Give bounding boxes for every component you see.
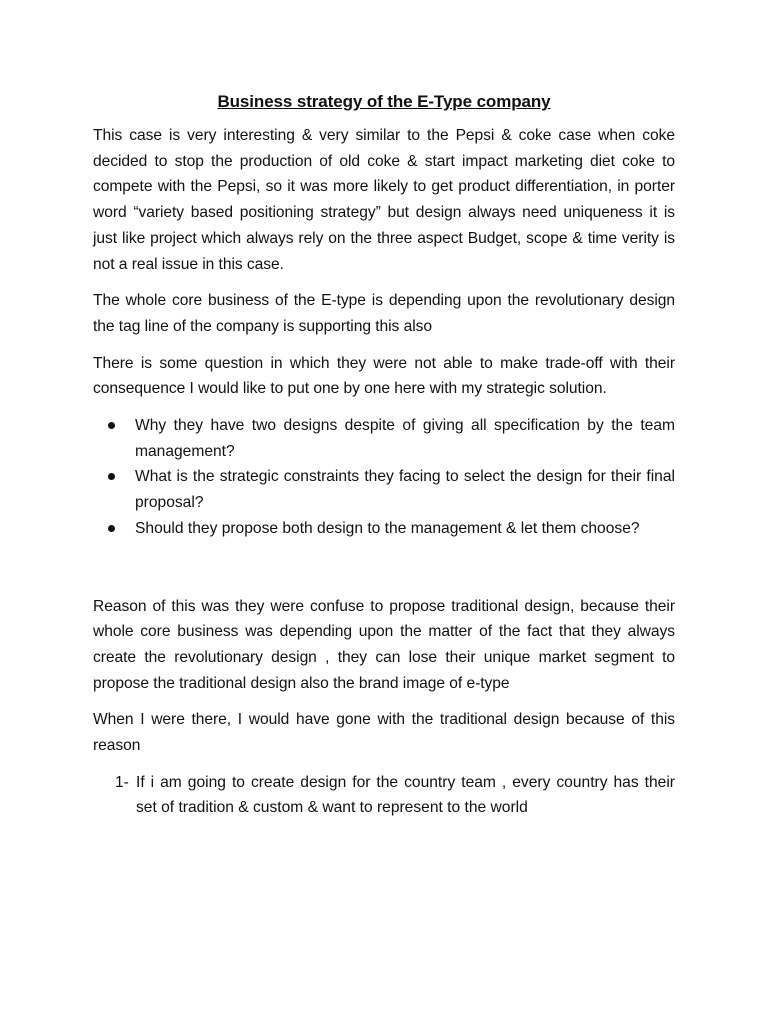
document-title: Business strategy of the E-Type company <box>217 92 551 111</box>
numbered-item <box>93 770 675 821</box>
blank-space <box>93 542 675 594</box>
reason-list <box>93 770 675 821</box>
numbered-item-text: If i am going to create design for the country team , every country has their set of tradition & custom & want to represent to the world <box>136 773 675 817</box>
paragraph-traditional-design: When I were there, I would have gone with the traditional design because of this reason <box>93 711 675 755</box>
list-item <box>93 413 675 464</box>
list-item-text: What is the strategic constraints they facing to select the design for their final proposal? <box>135 468 675 512</box>
document-page <box>93 90 675 821</box>
bullet-icon <box>108 422 115 429</box>
paragraph-intro: This case is very interesting & very similar to the Pepsi & coke case when coke decided to stop the production of old coke & start impact marketing diet coke to compete with the Pepsi, so it was more likely to get product differentiation, in porter word “variety based positioning strategy” but design always need uniqueness it is just like project which always rely on the three aspect Budget, scope & time verity is not a real issue in this case. <box>93 127 675 273</box>
list-number: 1- <box>115 773 129 791</box>
question-list <box>93 413 675 542</box>
paragraph-reason: Reason of this was they were confuse to propose traditional design, because their whole core business was depending upon the matter of the fact that they always create the revolutionary design , they can lose their unique market segment to propose the traditional design also the brand image of e-type <box>93 597 675 692</box>
paragraph-core-business: The whole core business of the E-type is depending upon the revolutionary design the tag line of the company is supporting this also <box>93 292 675 335</box>
bullet-icon <box>108 525 115 532</box>
list-item-text: Why they have two designs despite of giving all specification by the team management? <box>135 417 675 460</box>
paragraph-questions: There is some question in which they were not able to make trade-off with their consequence I would like to put one by one here with my strategic solution. <box>93 354 675 398</box>
bullet-icon <box>108 473 115 480</box>
list-item <box>93 516 675 542</box>
list-item-text: Should they propose both design to the management & let them choose? <box>135 519 640 537</box>
list-item <box>93 464 675 515</box>
